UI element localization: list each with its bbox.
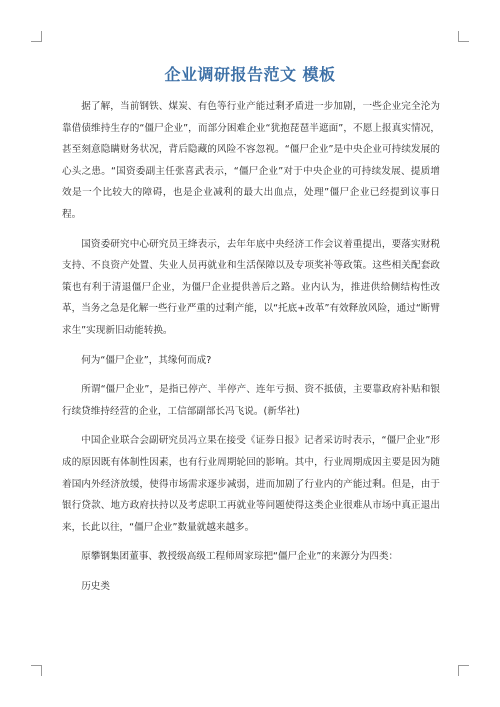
paragraph-intro: 据了解，当前钢铁、煤炭、有色等行业产能过剩矛盾进一步加剧，一些企业完全沦为靠借债维持生存的“僵尸企业”，而部分困难企业“犹抱琵琶半遮面”，不愿上报真实情况，甚至刻意隐瞒财务状况，背后隐藏的风险不容忽视。“僵尸企业”是中央企业可持续发展的心头之患。“国资委副主任张喜武表示，“僵尸企业”对于中央企业的可持续发展、提质增效是一个比较大的障碍，也是企业减利的最大出血点，处理”僵尸企业已经提到议事日程。	[62, 101, 440, 220]
paragraph-categories: 原攀钢集团董事、教授级高级工程师周家琮把“僵尸企业”的来源分为四类：	[81, 551, 399, 563]
page-title: 企业调研报告范文 模板	[164, 65, 336, 84]
corner-mark-bottom-left	[31, 665, 42, 676]
corner-mark-bottom-right	[458, 665, 469, 676]
paragraph-history: 历史类	[81, 580, 110, 592]
corner-mark-top-right	[458, 31, 469, 42]
document-body	[62, 96, 440, 605]
paragraph-definition: 所谓“僵尸企业”，是指已停产、半停产、连年亏损、资不抵债，主要靠政府补贴和银行续贷维持经营的企业，工信部副部长冯飞说。(新华社)	[62, 384, 440, 417]
paragraph-causes: 中国企业联合会副研究员冯立果在接受《证券日报》记者采访时表示，“僵尸企业”形成的原因既有体制性因素，也有行业周期轮回的影响。其中，行业周期成因主要是因为随着国内外经济放缓，使得市场需求逐步减弱，进而加剧了行业内的产能过剩。但是，由于银行贷款、地方政府扶持以及考虑职工再就业等问题使得这类企业很难从市场中真正退出来，长此以往，“僵尸企业”数量就越来越多。	[62, 435, 440, 533]
paragraph-policy: 国资委研究中心研究员王绛表示，去年年底中央经济工作会议着重提出，要落实财税支持、不良资产处置、失业人员再就业和生活保障以及专项奖补等政策。这些相关配套政策也有利于清退僵尸企业，为僵尸企业提供善后之路。业内认为，推进供给侧结构性改革，当务之急是化解一些行业严重的过剩产能，以“托底+改革”有效释放风险，通过“断臂求生”实现新旧动能转换。	[62, 238, 440, 336]
corner-mark-top-left	[31, 31, 42, 42]
paragraph-question: 何为“僵尸企业”，其缘何而成?	[81, 354, 212, 366]
